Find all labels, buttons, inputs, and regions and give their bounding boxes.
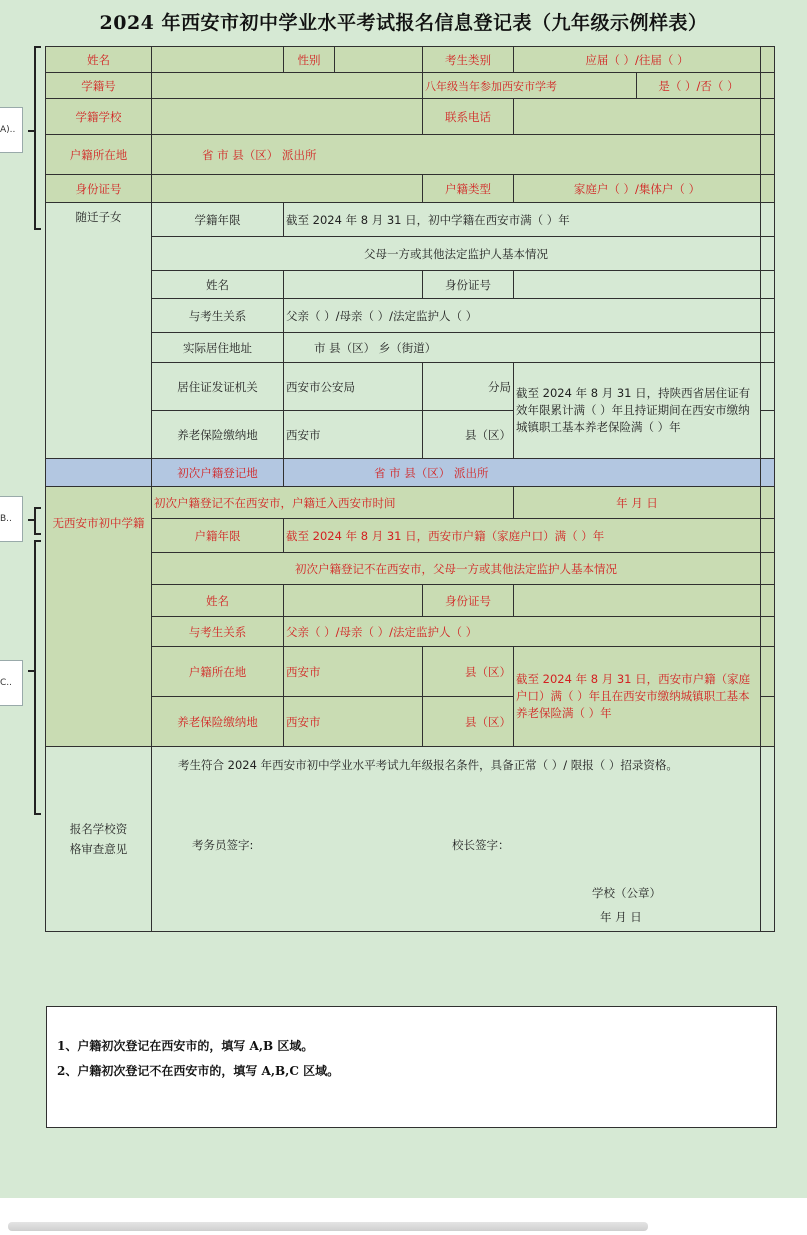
name-field[interactable] [152,47,284,73]
grade8-label: 八年级当年参加西安市学考 [423,73,637,99]
first-hukou-value[interactable]: 省 市 县（区） 派出所 [284,459,761,487]
row-hukou [46,135,775,175]
row-review [46,747,775,932]
row-xueji [46,73,775,99]
phone-label: 联系电话 [423,99,514,135]
migrant-label: 随迁子女 [46,203,152,459]
migrant-guardian-id-field[interactable] [514,271,761,299]
row-first-hukou [46,459,775,487]
migrant-permit-note: 截至 2024 年 8 月 31 日，持陕西省居住证有效年限累计满（ ）年且持证期间在西安市缴纳城镇职工基本养老保险满（ ）年 [514,363,761,459]
row-name [46,47,775,73]
school-label: 学籍学校 [46,99,152,135]
hukou-label: 户籍所在地 [46,135,152,175]
row-migrant-guardian-header [46,237,775,271]
c-hukou-county: 县（区） [423,647,514,697]
gender-field[interactable] [335,47,423,73]
no-xian-school-label: 无西安市初中学籍 [46,487,152,747]
hukou-value[interactable]: 省 市 县（区） 派出所 [152,135,761,175]
hukou-type-label: 户籍类型 [423,175,514,203]
migrant-pension-label: 养老保险缴纳地 [152,411,284,459]
migrant-permit-value[interactable]: 西安市公安局 [284,363,423,411]
row-c-relation [46,617,775,647]
principal-signature[interactable]: 校长签字： [452,838,510,852]
c-hukou-label: 户籍所在地 [152,647,284,697]
migrant-permit-label: 居住证发证机关 [152,363,284,411]
school-field[interactable] [152,99,423,135]
row-migrant-relation [46,299,775,333]
review-cell [152,747,761,932]
row-c-guardian [46,585,775,617]
c-pension-county: 县（区） [423,697,514,747]
row-c-first-hukou [46,487,775,519]
c-pension-value[interactable]: 西安市 [284,697,423,747]
row-migrant-years [46,203,775,237]
c-first-hukou-label: 初次户籍登记不在西安市，户籍迁入西安市时间 [152,487,514,519]
id-label: 身份证号 [46,175,152,203]
candidate-type-value[interactable]: 应届（ ）/往届（ ） [514,47,761,73]
review-label: 报名学校资格审查意见 [46,747,152,932]
note-2: 2、户籍初次登记不在西安市的，填写 A,B,C 区域。 [57,1064,340,1078]
first-hukou-label: 初次户籍登记地 [152,459,284,487]
row-school [46,99,775,135]
c-guardian-id-label: 身份证号 [423,585,514,617]
migrant-guardian-name-label: 姓名 [152,271,284,299]
gender-label: 性别 [284,47,335,73]
migrant-permit-branch: 分局 [423,363,514,411]
c-guardian-header: 初次户籍登记不在西安市，父母一方或其他法定监护人基本情况 [152,553,761,585]
registration-table [45,46,775,932]
migrant-pension-value[interactable]: 西安市 [284,411,423,459]
row-migrant-address [46,333,775,363]
clerk-signature[interactable]: 考务员签字: [192,838,254,852]
migrant-years-value[interactable]: 截至 2024 年 8 月 31 日，初中学籍在西安市满（ ）年 [284,203,761,237]
c-pension-label: 养老保险缴纳地 [152,697,284,747]
migrant-guardian-id-label: 身份证号 [423,271,514,299]
side-label-c: C.. [0,660,23,706]
c-relation-value[interactable]: 父亲（ ）/母亲（ ）/法定监护人（ ） [284,617,761,647]
page-title: 2024 年西安市初中学业水平考试报名信息登记表（九年级示例样表） [99,12,708,34]
row-migrant-permit [46,363,775,411]
c-guardian-name-label: 姓名 [152,585,284,617]
xueji-field[interactable] [152,73,423,99]
phone-field[interactable] [514,99,761,135]
note-1: 1、户籍初次登记在西安市的，填写 A,B 区域。 [57,1039,314,1053]
c-guardian-name-field[interactable] [284,585,423,617]
c-years-label: 户籍年限 [152,519,284,553]
name-label: 姓名 [46,47,152,73]
migrant-address-label: 实际居住地址 [152,333,284,363]
c-hukou-note: 截至 2024 年 8 月 31 日，西安市户籍（家庭户口）满（ ）年且在西安市缴纳城镇职工基本养老保险满（ ）年 [514,647,761,747]
migrant-guardian-name-field[interactable] [284,271,423,299]
row-migrant-guardian [46,271,775,299]
migrant-relation-label: 与考生关系 [152,299,284,333]
row-c-hukou [46,647,775,697]
row-id [46,175,775,203]
notes-box [46,1006,777,1128]
c-hukou-value[interactable]: 西安市 [284,647,423,697]
c-first-hukou-value[interactable]: 年 月 日 [514,487,761,519]
candidate-type-label: 考生类别 [423,47,514,73]
row-c-years [46,519,775,553]
migrant-years-label: 学籍年限 [152,203,284,237]
id-field[interactable] [152,175,423,203]
c-years-value[interactable]: 截至 2024 年 8 月 31 日，西安市户籍（家庭户口）满（ ）年 [284,519,761,553]
row-c-guardian-header [46,553,775,585]
school-stamp: 学校（公章） [592,886,661,900]
side-label-a: A).. [0,107,23,153]
grade8-value[interactable]: 是（ ）/否（ ） [637,73,761,99]
hukou-type-value[interactable]: 家庭户（ ）/集体户（ ） [514,175,761,203]
horizontal-scrollbar[interactable] [8,1222,648,1231]
migrant-pension-county: 县（区） [423,411,514,459]
migrant-address-value[interactable]: 市 县（区） 乡（街道） [284,333,761,363]
c-relation-label: 与考生关系 [152,617,284,647]
migrant-guardian-header: 父母一方或其他法定监护人基本情况 [152,237,761,271]
review-statement: 考生符合 2024 年西安市初中学业水平考试九年级报名条件，具备正常（ ）/ 限报（ ）招录资格。 [178,758,678,772]
review-date[interactable]: 年 月 日 [600,910,642,924]
c-guardian-id-field[interactable] [514,585,761,617]
side-label-b: B.. [0,496,23,542]
xueji-label: 学籍号 [46,73,152,99]
migrant-relation-value[interactable]: 父亲（ ）/母亲（ ）/法定监护人（ ） [284,299,761,333]
